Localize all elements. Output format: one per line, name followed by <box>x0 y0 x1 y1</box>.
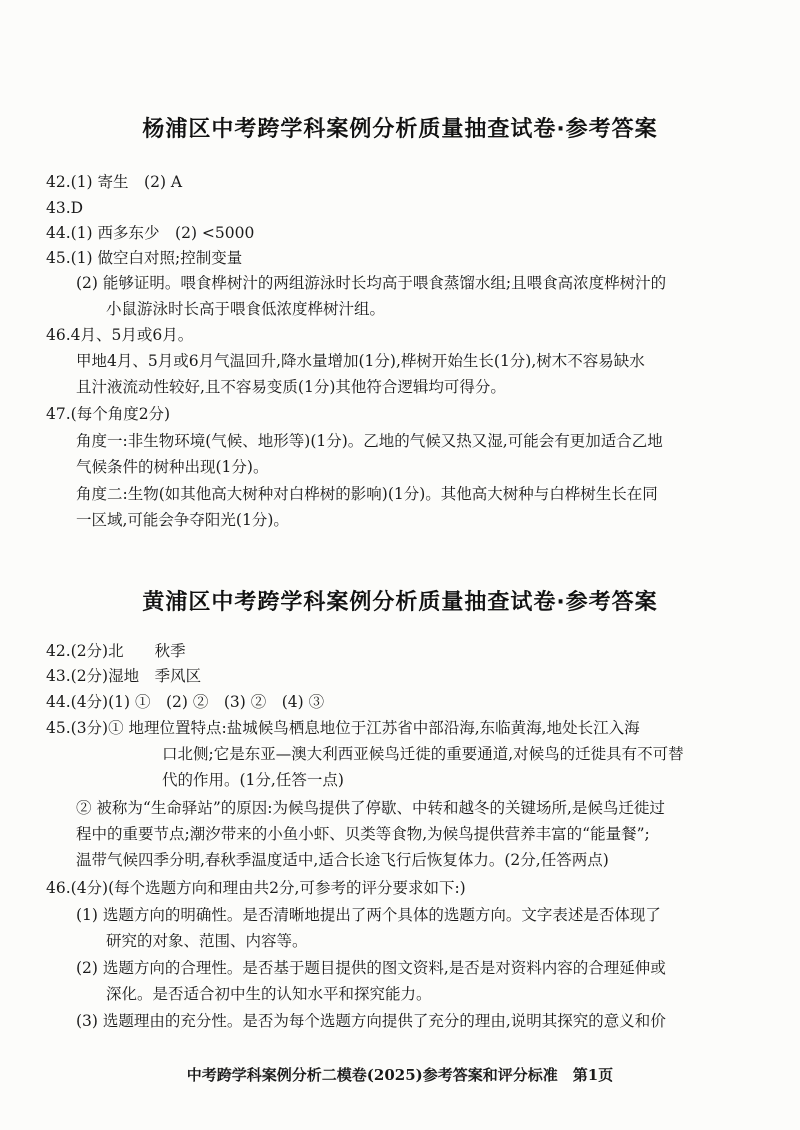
s2-line-q46-3a: (3) 选题理由的充分性。是否为每个选题方向提供了充分的理由,说明其探究的意义和价 <box>76 1012 666 1030</box>
page-footer: 中考跨学科案例分析二模卷(2025)参考答案和评分标准 第1页 <box>186 1066 614 1084</box>
s2-line-q45-2a: ② 被称为“生命驿站”的原因:为候鸟提供了停歇、中转和越冬的关键场所,是候鸟迁徙过 <box>76 799 665 817</box>
s1-line-q46-a: 甲地4月、5月或6月气温回升,降水量增加(1分),桦树开始生长(1分),树木不容易缺水 <box>76 352 645 370</box>
s1-line-q43: 43.D <box>46 199 84 217</box>
s1-line-q45-2a: (2) 能够证明。喂食桦树汁的两组游泳时长均高于喂食蒸馏水组;且喂食高浓度桦树汁的 <box>76 274 667 292</box>
s2-line-q44: 44.(4分)(1) ① (2) ② (3) ② (4) ③ <box>46 693 325 711</box>
s1-line-q47-b2: 一区域,可能会争夺阳光(1分)。 <box>76 511 289 529</box>
section1-title: 杨浦区中考跨学科案例分析质量抽查试卷·参考答案 <box>142 117 658 142</box>
section2-title: 黄浦区中考跨学科案例分析质量抽查试卷·参考答案 <box>142 590 658 615</box>
s2-line-q45-1b: 口北侧;它是东亚—澳大利西亚候鸟迁徙的重要通道,对候鸟的迁徙具有不可替 <box>162 745 684 763</box>
s2-line-q46: 46.(4分)(每个选题方向和理由共2分,可参考的评分要求如下:) <box>46 879 466 897</box>
s2-line-q46-2b: 深化。是否适合初中生的认知水平和探究能力。 <box>106 985 432 1003</box>
s1-line-q47-a1: 角度一:非生物环境(气候、地形等)(1分)。乙地的气候又热又湿,可能会有更加适合乙地 <box>76 432 663 450</box>
s1-line-q44: 44.(1) 西多东少 (2) <5000 <box>46 224 255 242</box>
s2-line-q46-1a: (1) 选题方向的明确性。是否清晰地提出了两个具体的选题方向。文字表述是否体现了 <box>76 906 661 924</box>
s2-line-q45-2b: 程中的重要节点;潮汐带来的小鱼小虾、贝类等食物,为候鸟提供营养丰富的“能量餐”; <box>76 825 650 843</box>
s1-line-q47-a2: 气候条件的树种出现(1分)。 <box>76 458 269 476</box>
s2-line-q46-2a: (2) 选题方向的合理性。是否基于题目提供的图文资料,是否是对资料内容的合理延伸或 <box>76 959 666 977</box>
s2-line-q45-1a: 45.(3分)① 地理位置特点:盐城候鸟栖息地位于江苏省中部沿海,东临黄海,地处长江入海 <box>46 719 640 737</box>
s2-line-q45-1c: 代的作用。(1分,任答一点) <box>162 771 344 789</box>
s1-line-q45-1: 45.(1) 做空白对照;控制变量 <box>46 249 243 267</box>
s1-line-q47: 47.(每个角度2分) <box>46 405 171 423</box>
s1-line-q42: 42.(1) 寄生 (2) A <box>46 173 183 191</box>
s2-line-q43: 43.(2分)湿地 季风区 <box>46 667 202 685</box>
s1-line-q45-2b: 小鼠游泳时长高于喂食低浓度桦树汁组。 <box>106 300 386 318</box>
s1-line-q47-b1: 角度二:生物(如其他高大树种对白桦树的影响)(1分)。其他高大树种与白桦树生长在同 <box>76 485 658 503</box>
s1-line-q46-b: 且汁液流动性较好,且不容易变质(1分)其他符合逻辑均可得分。 <box>76 378 506 396</box>
s2-line-q46-1b: 研究的对象、范围、内容等。 <box>106 932 308 950</box>
s2-line-q45-2c: 温带气候四季分明,春秋季温度适中,适合长途飞行后恢复体力。(2分,任答两点) <box>76 851 609 869</box>
s1-line-q46: 46.4月、5月或6月。 <box>46 326 194 344</box>
s2-line-q42: 42.(2分)北 秋季 <box>46 642 186 660</box>
